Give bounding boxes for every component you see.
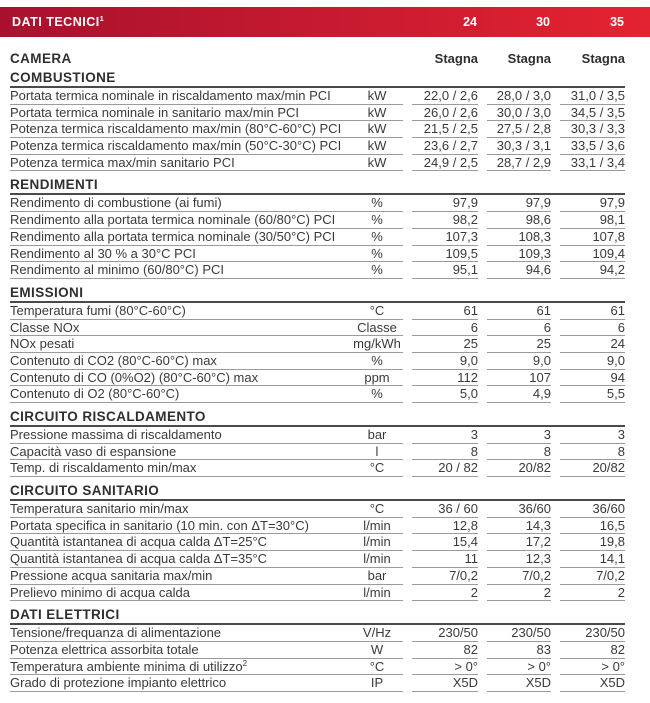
spec-value-35: 9,0	[560, 353, 625, 370]
spec-row	[10, 518, 625, 535]
spec-value-30: 98,6	[487, 212, 551, 229]
spec-value-24: 11	[412, 551, 478, 568]
spec-value-30: 3	[487, 427, 551, 444]
spec-row	[10, 121, 625, 138]
spec-label-wrap	[10, 427, 351, 443]
spec-value-24: 109,5	[412, 246, 478, 263]
spec-unit: kW	[367, 88, 387, 103]
spec-label-cell	[10, 370, 403, 387]
section-title: CIRCUITO RISCALDAMENTO	[10, 409, 625, 427]
spec-value-35: > 0°	[560, 659, 625, 676]
spec-label-wrap	[10, 551, 351, 567]
spec-value-24: 25	[412, 336, 478, 353]
spec-label: Contenuto di O2 (80°C-60°C)	[10, 386, 180, 402]
spec-label-cell	[10, 155, 403, 172]
section-title: COMBUSTIONE	[10, 70, 625, 88]
spec-value-24: 36 / 60	[412, 501, 478, 518]
section-title: EMISSIONI	[10, 285, 625, 303]
spec-row	[10, 444, 625, 461]
spec-label-cell	[10, 675, 403, 692]
spec-value-35: 230/50	[560, 625, 625, 642]
spec-label-cell	[10, 336, 403, 353]
spec-value-30: 17,2	[487, 534, 551, 551]
spec-label-cell	[10, 262, 403, 279]
spec-label-wrap	[10, 336, 351, 352]
spec-label: Classe NOx	[10, 319, 80, 335]
spec-row	[10, 353, 625, 370]
spec-value-30: 83	[487, 642, 551, 659]
spec-value-24: 2	[412, 585, 478, 602]
spec-label-cell	[10, 138, 403, 155]
spec-row	[10, 386, 625, 403]
table-title-wrap	[10, 15, 403, 29]
spec-row	[10, 501, 625, 518]
spec-unit: l	[375, 443, 379, 459]
spec-value-30: 94,6	[487, 262, 551, 279]
spec-value-35: 3	[560, 427, 625, 444]
spec-value-35: 61	[560, 303, 625, 320]
spec-value-30: 108,3	[487, 229, 551, 246]
spec-value-30: 36/60	[487, 501, 551, 518]
spec-label-wrap	[10, 518, 351, 534]
spec-value-30: 61	[487, 303, 551, 320]
spec-unit: l/min	[363, 534, 391, 550]
spec-value-35: 6	[560, 320, 625, 337]
spec-unit: %	[371, 245, 383, 261]
spec-value-24: 22,0 / 2,6	[412, 88, 478, 105]
spec-label-wrap	[10, 659, 351, 675]
spec-label-wrap	[10, 155, 351, 171]
camera-row	[10, 47, 625, 69]
camera-value-30: Stagna	[507, 50, 551, 66]
spec-value-30: 9,0	[487, 353, 551, 370]
spec-label-wrap	[10, 229, 351, 245]
spec-row	[10, 551, 625, 568]
section-rendimenti	[10, 177, 625, 278]
spec-label: Rendimento al minimo (60/80°C) PCI	[10, 262, 225, 278]
spec-label-wrap	[10, 585, 351, 601]
spec-row	[10, 138, 625, 155]
spec-value-35: 97,9	[560, 195, 625, 212]
spec-unit: %	[371, 352, 383, 368]
spec-row	[10, 427, 625, 444]
spec-label: Rendimento di combustione (ai fumi)	[10, 195, 222, 211]
spec-value-24: 9,0	[412, 353, 478, 370]
spec-label-wrap	[10, 303, 351, 319]
spec-unit: %	[371, 195, 383, 211]
spec-value-24: 3	[412, 427, 478, 444]
spec-value-24: > 0°	[412, 659, 478, 676]
spec-label: Portata specifica in sanitario (10 min. con ΔT=30°C)	[10, 517, 309, 533]
spec-value-35: 5,5	[560, 386, 625, 403]
spec-value-35: 94	[560, 370, 625, 387]
spec-unit: bar	[367, 567, 387, 583]
camera-value-24: Stagna	[434, 50, 478, 66]
spec-row	[10, 246, 625, 263]
spec-value-24: 5,0	[412, 386, 478, 403]
spec-label: Rendimento alla portata termica nominale (30/50°C) PCI	[10, 228, 336, 244]
spec-value-24: 12,8	[412, 518, 478, 535]
spec-label-wrap	[10, 246, 351, 262]
spec-label-cell	[10, 88, 403, 105]
spec-value-35: 36/60	[560, 501, 625, 518]
spec-label-cell	[10, 212, 403, 229]
spec-value-35: 31,0 / 3,5	[560, 88, 625, 105]
spec-value-30: 7/0,2	[487, 568, 551, 585]
spec-row	[10, 659, 625, 676]
spec-value-35: 14,1	[560, 551, 625, 568]
spec-value-24: 82	[412, 642, 478, 659]
spec-label: Potenza elettrica assorbita totale	[10, 641, 199, 657]
spec-label-wrap	[10, 675, 351, 691]
spec-row	[10, 336, 625, 353]
model-column-header-35: 35	[610, 15, 624, 29]
spec-table-header-bar	[0, 7, 650, 37]
spec-value-24: 107,3	[412, 229, 478, 246]
title-footnote-marker: 1	[99, 16, 104, 23]
spec-value-30: 30,0 / 3,0	[487, 105, 551, 122]
spec-value-30: X5D	[487, 675, 551, 692]
spec-value-24: 98,2	[412, 212, 478, 229]
spec-label: Quantità istantanea di acqua calda ΔT=35°C	[10, 551, 268, 567]
spec-label: Capacità vaso di espansione	[10, 443, 177, 459]
spec-value-24: 21,5 / 2,5	[412, 121, 478, 138]
spec-row	[10, 568, 625, 585]
spec-unit: IP	[370, 675, 384, 691]
spec-value-35: 20/82	[560, 460, 625, 477]
spec-unit: mg/kWh	[353, 336, 401, 352]
spec-label: Potenza termica max/min sanitario PCI	[10, 154, 235, 170]
spec-value-24: 26,0 / 2,6	[412, 105, 478, 122]
spec-label: Quantità istantanea di acqua calda ΔT=25°C	[10, 534, 268, 550]
spec-sections	[0, 70, 650, 692]
spec-label-wrap	[10, 121, 351, 137]
spec-label-cell	[10, 642, 403, 659]
spec-value-30: 12,3	[487, 551, 551, 568]
spec-label-cell	[10, 105, 403, 122]
spec-label-wrap	[10, 568, 351, 584]
spec-label-cell	[10, 121, 403, 138]
spec-label-cell	[10, 444, 403, 461]
spec-label-cell	[10, 551, 403, 568]
spec-value-24: 95,1	[412, 262, 478, 279]
spec-unit: kW	[367, 154, 387, 170]
spec-value-24: 61	[412, 303, 478, 320]
spec-unit: %	[371, 212, 383, 228]
spec-row	[10, 370, 625, 387]
spec-label-cell	[10, 427, 403, 444]
spec-label: Temp. di riscaldamento min/max	[10, 460, 197, 476]
spec-label: Temperatura ambiente minima di utilizzo	[10, 658, 243, 674]
model-column-header-30: 30	[536, 15, 550, 29]
spec-label: Portata termica nominale in riscaldamento max/min PCI	[10, 88, 331, 103]
spec-label-cell	[10, 585, 403, 602]
spec-value-35: 8	[560, 444, 625, 461]
spec-value-24: 24,9 / 2,5	[412, 155, 478, 172]
spec-value-24: 15,4	[412, 534, 478, 551]
spec-value-35: 107,8	[560, 229, 625, 246]
spec-value-30: 107	[487, 370, 551, 387]
spec-label: Contenuto di CO2 (80°C-60°C) max	[10, 352, 217, 368]
spec-value-30: 28,7 / 2,9	[487, 155, 551, 172]
spec-row	[10, 625, 625, 642]
spec-value-30: 230/50	[487, 625, 551, 642]
spec-unit: °C	[369, 501, 385, 517]
spec-value-30: 30,3 / 3,1	[487, 138, 551, 155]
section-circuito-sanitario	[10, 483, 625, 601]
spec-row	[10, 262, 625, 279]
spec-label: Prelievo minimo di acqua calda	[10, 584, 190, 600]
spec-row	[10, 155, 625, 172]
spec-unit: bar	[367, 427, 387, 442]
spec-label: Temperatura fumi (80°C-60°C)	[10, 302, 186, 318]
spec-value-24: 230/50	[412, 625, 478, 642]
spec-label-wrap	[10, 501, 351, 517]
spec-value-35: 24	[560, 336, 625, 353]
spec-unit: Classe	[357, 319, 397, 335]
spec-label: Pressione acqua sanitaria max/min	[10, 567, 213, 583]
spec-label-wrap	[10, 625, 351, 641]
spec-label-wrap	[10, 105, 351, 121]
spec-value-24: 23,6 / 2,7	[412, 138, 478, 155]
spec-row	[10, 675, 625, 692]
spec-label-cell	[10, 501, 403, 518]
spec-row	[10, 105, 625, 122]
spec-value-30: > 0°	[487, 659, 551, 676]
spec-value-30: 27,5 / 2,8	[487, 121, 551, 138]
spec-value-24: 97,9	[412, 195, 478, 212]
spec-label-wrap	[10, 195, 351, 211]
footnote-marker: 2	[242, 658, 248, 668]
spec-label-wrap	[10, 534, 351, 550]
spec-label-wrap	[10, 353, 351, 369]
spec-value-24: 6	[412, 320, 478, 337]
spec-unit: ppm	[364, 369, 390, 385]
camera-value-35: Stagna	[581, 50, 625, 66]
spec-label: Pressione massima di riscaldamento	[10, 427, 222, 442]
spec-label: Potenza termica riscaldamento max/min (50°C-30°C) PCI	[10, 138, 342, 154]
spec-value-30: 97,9	[487, 195, 551, 212]
section-dati-elettrici	[10, 607, 625, 692]
spec-label: Rendimento alla portata termica nominale (60/80°C) PCI	[10, 212, 336, 228]
spec-label-cell	[10, 303, 403, 320]
spec-value-35: 33,1 / 3,4	[560, 155, 625, 172]
spec-unit: %	[371, 262, 383, 278]
spec-value-24: 8	[412, 444, 478, 461]
spec-label-cell	[10, 246, 403, 263]
section-combustione	[10, 70, 625, 171]
spec-value-30: 14,3	[487, 518, 551, 535]
spec-row	[10, 460, 625, 477]
spec-unit: %	[371, 386, 383, 402]
spec-unit: %	[371, 228, 383, 244]
spec-label: Tensione/frequanza di alimentazione	[10, 625, 222, 641]
spec-value-35: 109,4	[560, 246, 625, 263]
spec-value-30: 4,9	[487, 386, 551, 403]
spec-label-wrap	[10, 386, 351, 402]
spec-label: Portata termica nominale in sanitario max/min PCI	[10, 104, 300, 120]
spec-unit: °C	[369, 302, 385, 318]
spec-value-35: X5D	[560, 675, 625, 692]
spec-unit: l/min	[363, 584, 391, 600]
spec-unit: °C	[369, 658, 385, 674]
spec-label: Temperatura sanitario min/max	[10, 501, 189, 517]
section-emissioni	[10, 285, 625, 403]
spec-label-cell	[10, 195, 403, 212]
spec-label-cell	[10, 386, 403, 403]
spec-unit: l/min	[363, 517, 391, 533]
spec-label-wrap	[10, 212, 351, 228]
spec-label-cell	[10, 518, 403, 535]
spec-label: Contenuto di CO (0%O2) (80°C-60°C) max	[10, 369, 259, 385]
spec-unit: W	[370, 641, 384, 657]
spec-value-24: X5D	[412, 675, 478, 692]
spec-label: Rendimento al 30 % a 30°C PCI	[10, 245, 196, 261]
spec-label-wrap	[10, 370, 351, 386]
model-column-header-24: 24	[463, 15, 477, 29]
spec-row	[10, 303, 625, 320]
spec-row	[10, 534, 625, 551]
spec-value-35: 7/0,2	[560, 568, 625, 585]
spec-label-cell	[10, 229, 403, 246]
spec-unit: kW	[367, 121, 387, 137]
spec-label-cell	[10, 659, 403, 676]
spec-value-30: 8	[487, 444, 551, 461]
spec-value-30: 2	[487, 585, 551, 602]
spec-value-35: 16,5	[560, 518, 625, 535]
spec-label: Potenza termica riscaldamento max/min (80°C-60°C) PCI	[10, 121, 342, 137]
spec-value-35: 98,1	[560, 212, 625, 229]
spec-label-wrap	[10, 262, 351, 278]
spec-label-wrap	[10, 320, 351, 336]
spec-label: NOx pesati	[10, 336, 75, 352]
spec-label-cell	[10, 568, 403, 585]
spec-label-cell	[10, 625, 403, 642]
spec-value-30: 6	[487, 320, 551, 337]
spec-value-35: 82	[560, 642, 625, 659]
spec-value-35: 30,3 / 3,3	[560, 121, 625, 138]
section-title: CIRCUITO SANITARIO	[10, 483, 625, 501]
spec-row	[10, 320, 625, 337]
spec-row	[10, 195, 625, 212]
spec-row	[10, 212, 625, 229]
spec-unit: kW	[367, 104, 387, 120]
spec-row	[10, 88, 625, 105]
spec-label-cell	[10, 353, 403, 370]
spec-label: Grado di protezione impianto elettrico	[10, 675, 227, 691]
spec-label-wrap	[10, 642, 351, 658]
spec-label-wrap	[10, 138, 351, 154]
spec-label-wrap	[10, 88, 351, 104]
camera-label: CAMERA	[10, 50, 72, 66]
spec-value-30: 28,0 / 3,0	[487, 88, 551, 105]
table-title: DATI TECNICI	[12, 15, 100, 29]
spec-unit: °C	[369, 460, 385, 476]
spec-value-30: 20/82	[487, 460, 551, 477]
spec-value-35: 34,5 / 3,5	[560, 105, 625, 122]
spec-value-24: 20 / 82	[412, 460, 478, 477]
spec-row	[10, 642, 625, 659]
spec-label-wrap	[10, 444, 351, 460]
spec-value-35: 19,8	[560, 534, 625, 551]
spec-value-24: 112	[412, 370, 478, 387]
spec-row	[10, 229, 625, 246]
section-title: DATI ELETTRICI	[10, 607, 625, 625]
spec-value-35: 94,2	[560, 262, 625, 279]
section-circuito-riscaldamento	[10, 409, 625, 477]
spec-label-cell	[10, 534, 403, 551]
spec-value-24: 7/0,2	[412, 568, 478, 585]
spec-value-35: 33,5 / 3,6	[560, 138, 625, 155]
spec-value-30: 25	[487, 336, 551, 353]
spec-row	[10, 585, 625, 602]
spec-unit: kW	[367, 138, 387, 154]
spec-unit: l/min	[363, 551, 391, 567]
spec-unit: V/Hz	[362, 625, 392, 641]
spec-label-cell	[10, 320, 403, 337]
section-title: RENDIMENTI	[10, 177, 625, 195]
spec-label-wrap	[10, 460, 351, 476]
spec-value-35: 2	[560, 585, 625, 602]
spec-value-30: 109,3	[487, 246, 551, 263]
spec-label-cell	[10, 460, 403, 477]
